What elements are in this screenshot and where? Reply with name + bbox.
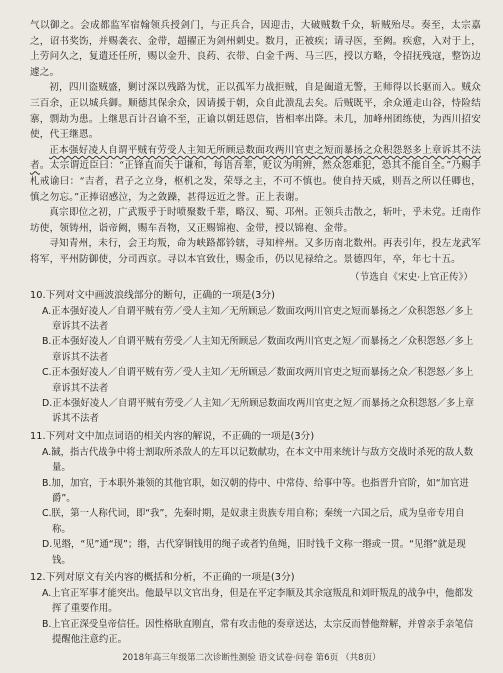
option-a: A.馘，指古代战争中将士割取所杀敌人的左耳以记数献功，在本文中用来统计与敌方交战时杀死的敌人数量。 [42, 446, 474, 474]
option-c: C.正本强好凌人／自谓平贼有劳／受人主知／无所顾忌／数面攻两川官吏之短而暴扬之众／积怨怒／多上章诉其不法者 [42, 367, 474, 394]
passage-paragraph: 真宗即位之初，广武叛乎于时喷聚数千辈，略汉、蜀、邛州。正领兵击散之，斩叶，乎未党。迁南作坊使，领铸州，诣帝阙，赐车吾物，又正赐锦袍、金带，授以锦袍、金带。 [30, 207, 481, 234]
option-b: B.上官正深受皇帝信任。因性格耿直刚直，常有攻击他的奏章送达，太宗反而替他辩解，并曾亲手亲笔信提醒他注意约正。 [42, 618, 474, 646]
option-d: D.见缗，“见”通“现”；缗，古代穿铜钱用的绳子或者钓鱼绳，旧时钱千文称一缗或一贯。“见缗”就是现钱。 [42, 539, 466, 566]
page-footer: 2018年高三年级第二次诊断性测验 语文试卷·问卷 第6页 （共8页） [122, 653, 381, 663]
option-d: D.正本强好凌人／自谓平贼有劳受／人主知／无所顾忌数面攻两川官吏之短／而暴扬之众积怨怒／多上章诉其不法者 [42, 397, 475, 425]
question-12 [30, 570, 481, 648]
option-a: A.正本强好凌人／自谓平贼有劳／受人主知／无所顾忌／数面攻两川官吏之短而暴扬之／众积怨怒／多上章诉其不法者 [42, 305, 474, 332]
option-b: B.加，加官，于本职外兼领的其他官职，如汉朝的侍中、中常侍、给事中等。也指晋升官阶，如“加官进爵”。 [42, 477, 469, 504]
option-b: B.正本强好凌人／自谓平贼有劳受／人主知无所顾忌／数面攻两川官吏之短／而暴扬之／众积怨怒／多上章诉其不法者 [42, 336, 474, 363]
passage-paragraph: 寻知青州，未行，会王均叛，命为峡路都钤辖，寻知梓州。又多历南北数州。再表引年，投左龙武军将军，平州防御使，分司西京。寻以本官致仕，赐金币，仍以见禄给之。景德四年，卒，年七十五。 [30, 238, 481, 265]
passage-paragraph: 初，四川盗贼盛，剿讨深以残路为忧，正以孤军力战拒贼，自是阖道无警，王师得以长驱而入。贼众三百余，正以城兵御。顺德其保余众，因请援于朝，众自此溃乱去矣。后贼既平，余众遁走山谷，恃险结寨，剽劫为患。上继思百计召谕不至，正谕以朝廷恩信，皆相率出降。未几，加峰州团练使，为西川招安使，代王继恩。 [30, 82, 481, 141]
passage-source: （节选自《宋史·上官正传》） [350, 271, 473, 283]
question-stem: 12.下列对原文有关内容的概括和分析，不正确的一项是(3分) [30, 572, 295, 583]
option-a: A.上官正军事才能突出。他最早以文官出身，但是在平定李顺及其余寇叛乱和刘旰叛乱的战争中，他都发挥了重要作用。 [42, 588, 474, 615]
passage [30, 18, 481, 268]
passage-paragraph: 气以御之。会成都监军宿翰领兵授剑门，与正兵合，因迎击，大破贼数千众，斩贼殆尽。奏至，太宗嘉之，诏书奖饬，并赐袭衣、金带，超擢正为剑州刺史。数月，正被疾；请寻医，至阙。疾愈，入对于上，上劳问久之，复遣还任所，赐以金升、良药、衣带、白金千两、马三匹，授以方略，令招抚残寇，整饬边遽之。 [30, 20, 481, 78]
wavy-underlined-sentence: 正本强好凌人自谓平贼有劳受人主知无所顾忌数面攻两川官吏之短而暴扬之众积怨怒多上章诉其不法者 [30, 144, 481, 172]
question-11 [30, 429, 481, 568]
question-10 [30, 288, 481, 427]
question-stem: 11.下列对文中加点词语的相关内容的解说，不正确的一项是(3分) [30, 430, 315, 442]
option-c: C.朕，第一人称代词，即“我”，先秦时期，是奴隶主贵族专用自称；秦统一六国之后，成为皇帝专用自称。 [42, 508, 465, 535]
question-stem: 10.下列对文中画波浪线部分的断句，正确的一项是(3分) [30, 289, 275, 301]
passage-paragraph: 正本强好凌人自谓平贼有劳受人主知无所顾忌数面攻两川官吏之短而暴扬之众积怨怒多上章诉其不法者。太宗谓近臣曰：“正锋直而失于谦和，每语吾辈，贬议为明辨，然众怨难犯，恐其不能自全。”乃赐手札戒谕曰：“吉者，君子之立身，枢机之发，荣辱之主，不可不慎也。使自持天威，则吾之所以任卿也，慎之勿忘。”正捧诏感泣，为之敛躁，甚得远近之誉。正上表谢。 [30, 144, 481, 203]
